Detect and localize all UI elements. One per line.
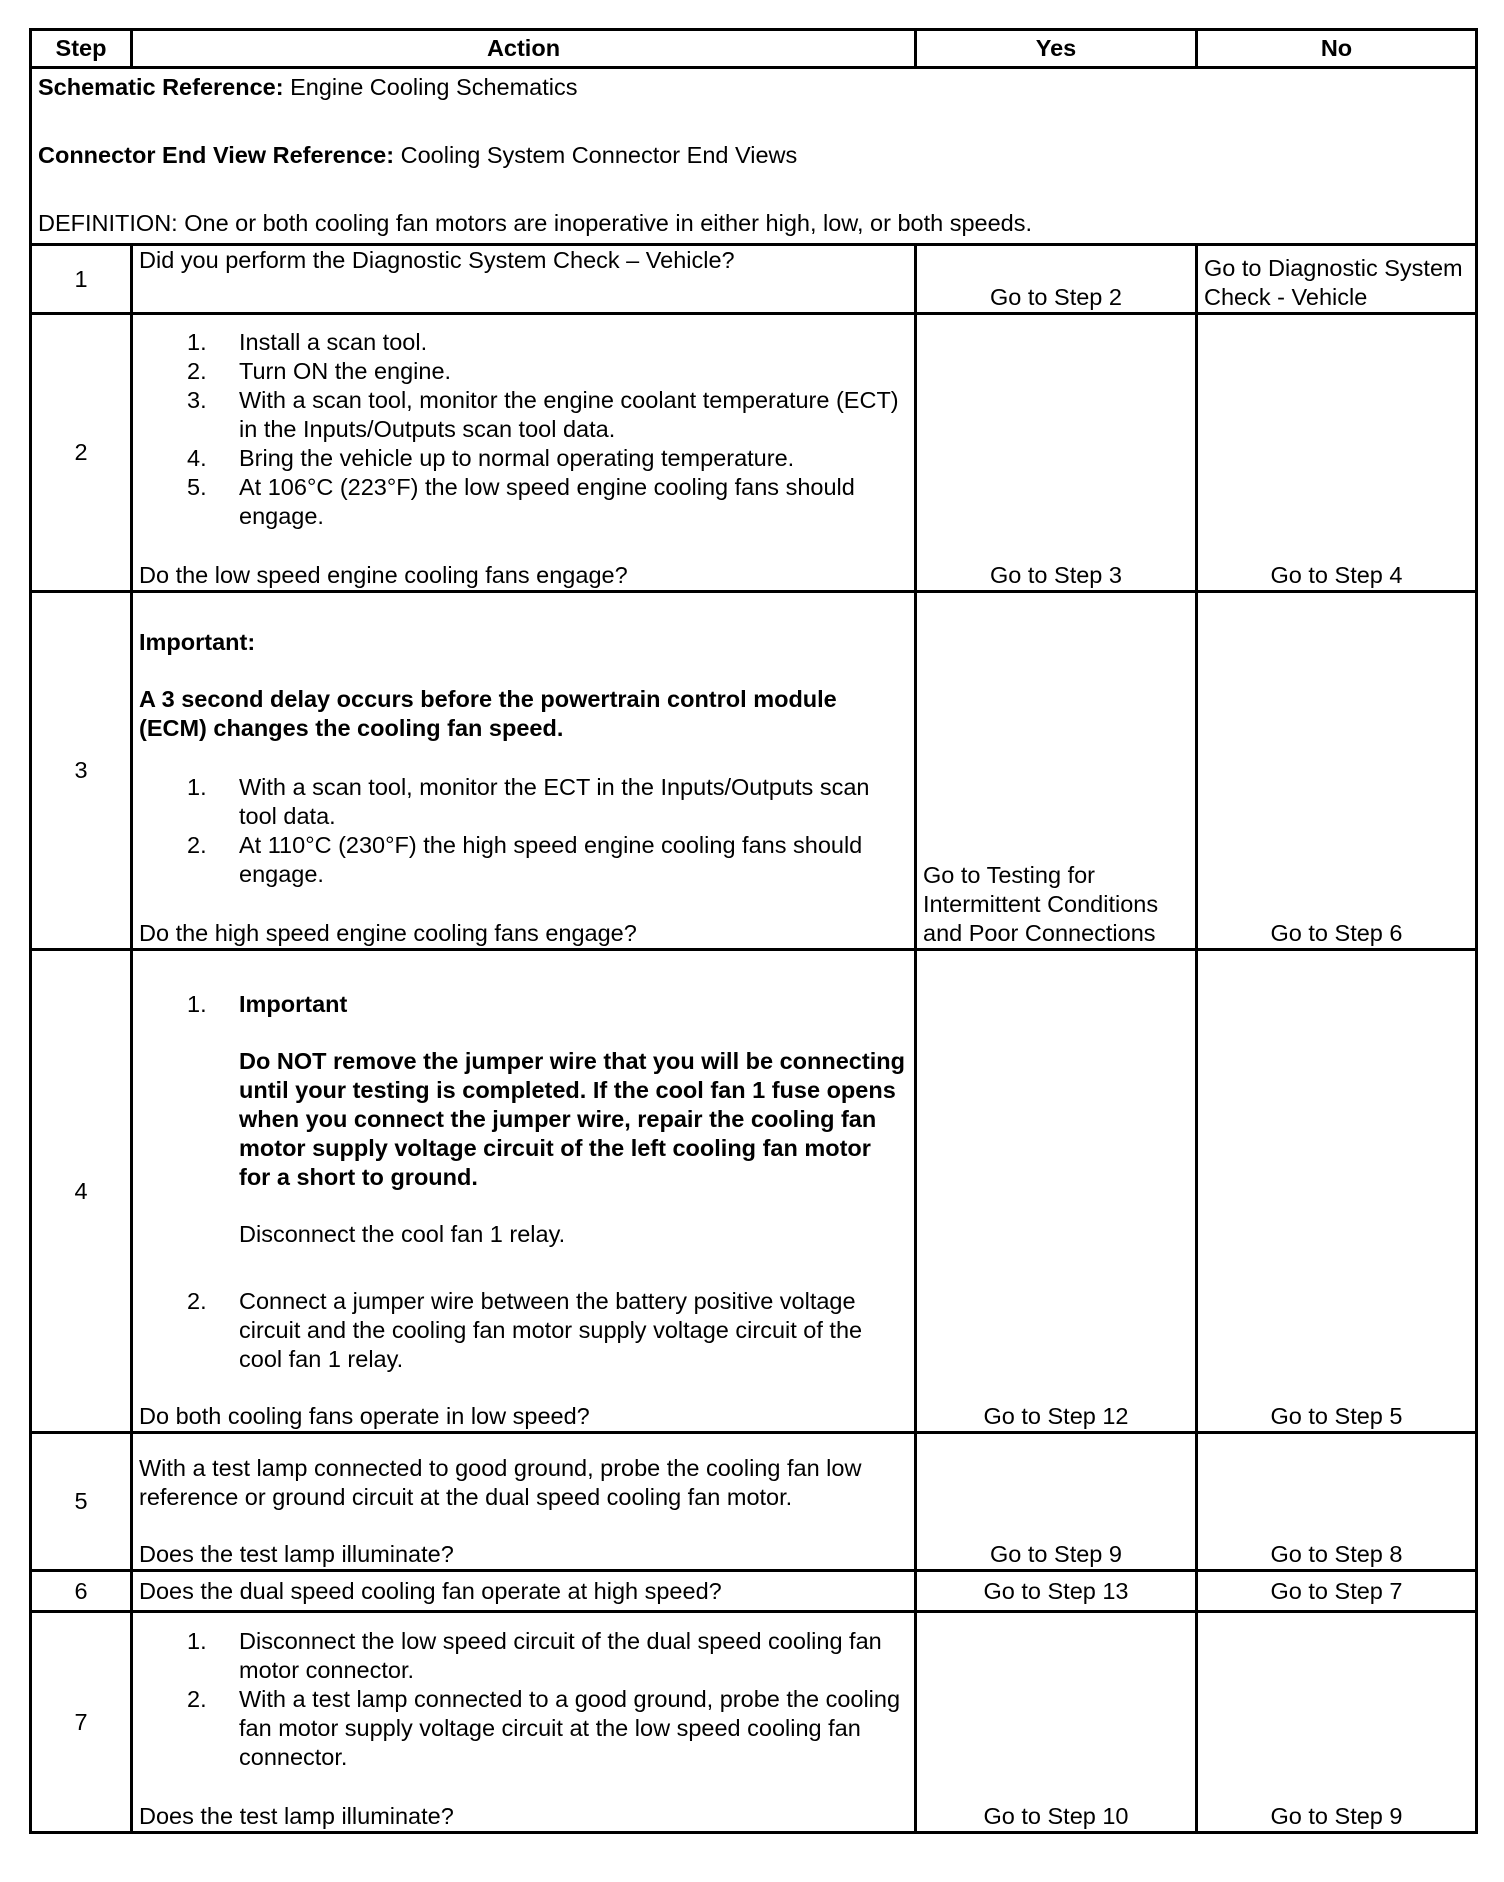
table-row — [31, 245, 1477, 314]
header-no: No — [1197, 30, 1477, 68]
list-item: 1. Disconnect the low speed circuit of the dual speed cooling fan motor connector. — [187, 1628, 882, 1683]
step-question: Do both cooling fans operate in low speed? — [139, 1403, 590, 1429]
diagnostic-table — [29, 28, 1478, 1834]
list-item: 2. With a test lamp connected to a good ground, probe the cooling fan motor supply voltage circuit at the low speed cooling fan connector. — [187, 1686, 901, 1770]
step-number: 3 — [31, 592, 132, 950]
list-item: 4. Bring the vehicle up to normal operating temperature. — [187, 445, 795, 471]
no-cell: Go to Step 5 — [1197, 950, 1477, 1433]
yes-cell: Go to Step 12 — [916, 950, 1197, 1433]
diagnostic-table-sheet — [29, 28, 1475, 1834]
header-yes: Yes — [916, 30, 1197, 68]
yes-cell: Go to Step 9 — [916, 1433, 1197, 1571]
important-note: Do NOT remove the jumper wire that you will be connecting until your testing is completed. If the cool fan 1 fuse opens when you connect the jumper wire, repair the cooling fan motor supply voltage circuit of the left cooling fan motor for a short to ground. — [239, 1048, 905, 1190]
step-number: 5 — [31, 1433, 132, 1571]
important-label: Important: — [139, 629, 256, 655]
action-cell — [132, 1612, 916, 1833]
step-question: Does the test lamp illuminate? — [139, 1803, 454, 1829]
table-row — [31, 1571, 1477, 1612]
step-question: Do the low speed engine cooling fans engage? — [139, 562, 628, 588]
list-item: 3. With a scan tool, monitor the engine coolant temperature (ECT) in the Inputs/Outputs scan tool data. — [187, 387, 899, 442]
no-cell: Go to Step 4 — [1197, 314, 1477, 592]
action-cell — [132, 950, 916, 1433]
list-item: 1. With a scan tool, monitor the ECT in the Inputs/Outputs scan tool data. — [187, 774, 870, 829]
no-cell: Go to Step 8 — [1197, 1433, 1477, 1571]
step-number: 6 — [31, 1571, 132, 1612]
header-row — [31, 30, 1477, 68]
header-action: Action — [132, 30, 916, 68]
list-item: 2. At 110°C (230°F) the high speed engine cooling fans should engage. — [187, 832, 863, 887]
list-item: 1. Important Do NOT remove the jumper wire that you will be connecting until your testing is completed. If the cool fan 1 fuse opens when you connect the jumper wire, repair the cooling fan motor supply voltage circuit of the left cooling fan motor for a short to ground. Disconnect the cool fan 1 relay. — [139, 990, 908, 1249]
no-cell: Go to Diagnostic System Check - Vehicle — [1197, 245, 1477, 314]
yes-cell: Go to Step 2 — [916, 245, 1197, 314]
table-row — [31, 1612, 1477, 1833]
yes-cell: Go to Step 13 — [916, 1571, 1197, 1612]
table-row — [31, 950, 1477, 1433]
action-cell — [132, 1571, 916, 1612]
connector-reference-label: Connector End View Reference: — [38, 142, 395, 168]
step-number: 2 — [31, 314, 132, 592]
important-label: Important — [239, 991, 348, 1017]
table-row — [31, 592, 1477, 950]
step-instructions — [139, 328, 908, 531]
connector-reference — [38, 141, 1469, 170]
step-question: Did you perform the Diagnostic System Check – Vehicle? — [139, 247, 735, 273]
action-cell — [132, 245, 916, 314]
definition: DEFINITION: One or both cooling fan motors are inoperative in either high, low, or both speeds. — [38, 210, 1033, 236]
yes-cell: Go to Step 10 — [916, 1612, 1197, 1833]
schematic-reference — [38, 73, 1469, 102]
reference-cell — [31, 68, 1477, 245]
reference-row — [31, 68, 1477, 245]
yes-cell: Go to Step 3 — [916, 314, 1197, 592]
no-cell: Go to Step 7 — [1197, 1571, 1477, 1612]
step-question: Does the dual speed cooling fan operate at high speed? — [139, 1577, 722, 1604]
step-number: 1 — [31, 245, 132, 314]
connector-reference-value: Cooling System Connector End Views — [394, 142, 798, 168]
step-instructions — [139, 1627, 908, 1772]
important-note: A 3 second delay occurs before the powertrain control module (ECM) changes the cooling fan speed. — [139, 686, 837, 741]
yes-cell: Go to Testing for Intermittent Conditions and Poor Connections — [916, 592, 1197, 950]
step-instructions — [139, 773, 908, 889]
list-item: 1. Install a scan tool. — [187, 329, 428, 355]
step-question: Do the high speed engine cooling fans engage? — [139, 920, 637, 946]
list-item: 2. Turn ON the engine. — [187, 358, 452, 384]
no-cell: Go to Step 6 — [1197, 592, 1477, 950]
list-item: 5. At 106°C (223°F) the low speed engine cooling fans should engage. — [187, 474, 855, 529]
list-item: 2. Connect a jumper wire between the battery positive voltage circuit and the cooling fan motor supply voltage circuit of the cool fan 1 relay. — [187, 1288, 863, 1372]
step-instructions — [139, 990, 908, 1374]
schematic-reference-value: Engine Cooling Schematics — [283, 74, 578, 100]
no-cell: Go to Step 9 — [1197, 1612, 1477, 1833]
step-number: 7 — [31, 1612, 132, 1833]
action-cell — [132, 314, 916, 592]
schematic-reference-label: Schematic Reference: — [38, 74, 284, 100]
table-row — [31, 314, 1477, 592]
action-cell — [132, 592, 916, 950]
header-step: Step — [31, 30, 132, 68]
table-row — [31, 1433, 1477, 1571]
step-text: With a test lamp connected to good ground, probe the cooling fan low reference or ground circuit at the dual speed cooling fan motor. — [139, 1455, 862, 1510]
action-cell — [132, 1433, 916, 1571]
step-question: Does the test lamp illuminate? — [139, 1541, 454, 1567]
step-number: 4 — [31, 950, 132, 1433]
